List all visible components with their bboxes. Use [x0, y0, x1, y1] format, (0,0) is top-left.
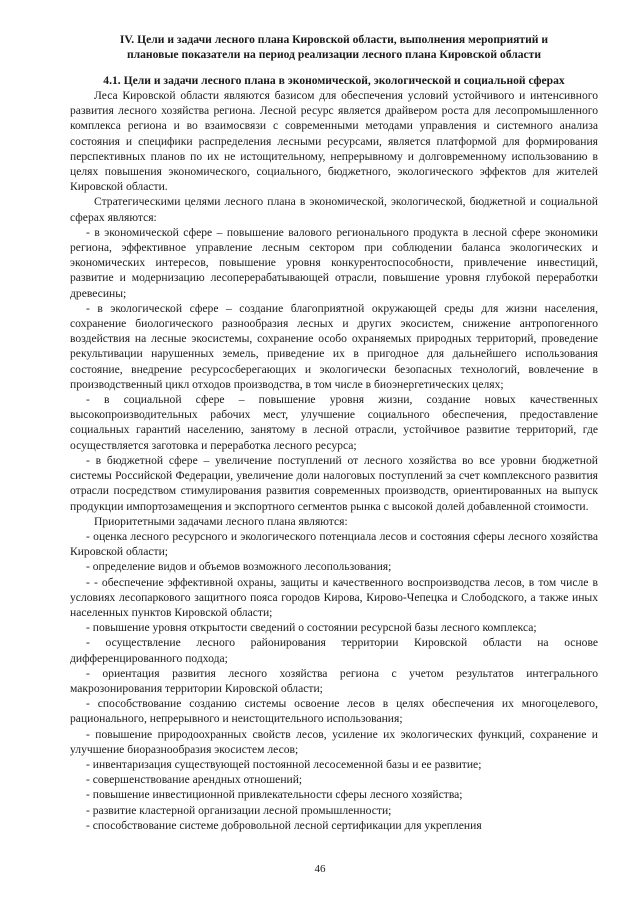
list-item: - развитие кластерной организации лесной промышленности; [86, 803, 392, 817]
paragraph: Стратегическими целями лесного плана в экономической, экологической, бюджетной и социальной сферах являются: [70, 195, 598, 224]
chapter-heading-line-2: плановые показатели на период реализации лесного плана Кировской области [126, 48, 542, 62]
paragraph: Приоритетными задачами лесного плана являются: [94, 514, 348, 528]
list-item: - повышение природоохранных свойств лесов, усиление их экологических функций, сохранение и улучшение биоразнообразия экосистем лесов; [70, 727, 598, 756]
list-item: - ориентация развития лесного хозяйства региона с учетом результатов интегрального макрозонирования территории Кировской области; [70, 666, 598, 695]
list-item: - повышение уровня открытости сведений о состоянии ресурсной базы лесного комплекса; [86, 621, 537, 635]
list-item: - инвентаризация существующей постоянной лесосеменной базы и ее развитие; [86, 757, 482, 771]
list-item: - способствование созданию системы освоение лесов в целях обеспечения их многоцелевого, рационального, непрерывного и неистощительного использования; [70, 697, 598, 726]
chapter-heading [70, 32, 598, 63]
chapter-heading-line-1: IV. Цели и задачи лесного плана Кировской области, выполнения мероприятий и [119, 33, 549, 46]
paragraph: Леса Кировской области являются базисом для обеспечения условий устойчивого и интенсивного развития лесного хозяйства региона. Лесной ресурс является драйвером роста для лесопромышленного комплекса региона и во взаимосвязи с современными методами управления и системного анализа состояния и специфики распределения лесными ресурсами, является платформой для формирования перспективных планов по их не истощительному, непрерывному и долговременному использованию в целях повышения экономического, социального, бюджетного, экологического эффектов для жителей Кировской области. [70, 89, 598, 194]
section-heading: 4.1. Цели и задачи лесного плана в экономической, экологической и социальной сферах [103, 73, 565, 87]
list-item: - в экологической сфере – создание благоприятной окружающей среды для жизни населения, сохранение биологического разнообразия лесных и других экосистем, снижение антропогенного воздействия на лесные экосистемы, сохранение особо охраняемых природных территорий, проведение рекультивации нарушенных земель, приведение их в пригодное для дальнейшего использования состояние, внедрение ресурсосберегающих и экологически безопасных технологий, вовлечение в производственный цикл отходов производства, в том числе в биоэнергетических целях; [70, 301, 598, 391]
page-number: 46 [314, 863, 326, 875]
list-item: - способствование системе добровольной лесной сертификации для укрепления [86, 818, 482, 832]
list-item: - определение видов и объемов возможного лесопользования; [86, 560, 392, 574]
list-item: - оценка лесного ресурсного и экологического потенциала лесов и состояния сферы лесного хозяйства Кировской области; [70, 529, 598, 559]
list-item: - - обеспечение эффективной охраны, защиты и качественного воспроизводства лесов, в том числе в условиях лесопаркового защитного пояса городов Кирова, Кирово-Чепецка и Слободского, а также иных населенных пунктов Кировской области; [70, 575, 598, 619]
list-item: - совершенствование арендных отношений; [86, 773, 303, 787]
list-item: - в социальной сфере – повышение уровня жизни, создание новых качественных высокопроизводительных рабочих мест, улучшение социального обеспечения, предоставление социальных гарантий населению, занятому в лесной отрасли, устойчивое развитие территорий, где осуществляется заготовка и переработка лесного ресурса; [70, 393, 598, 452]
list-item: - в бюджетной сфере – увеличение поступлений от лесного хозяйства во все уровни бюджетной системы Российской Федерации, увеличение доли налоговых поступлений за счет комплексного развития отрасли посредством стимулирования развития современных производств, ориентированных на выпуск продукции импортозамещения и экспортного сегментов рынка с высокой долей добавленной стоимости. [70, 453, 598, 513]
list-item: - осуществление лесного районирования территории Кировской области на основе дифференцированного подхода; [70, 636, 598, 665]
list-item: - повышение инвестиционной привлекательности сферы лесного хозяйства; [86, 788, 463, 802]
list-item: - в экономической сфере – повышение валового регионального продукта в лесной сфере экономики региона, эффективное управление лесным сектором при соблюдении баланса экологических и экономических интересов, повышение уровня конкурентоспособности, привлечение инвестиций, развитие и модернизацию лесоперерабатывающей отрасли, повышение уровня глубокой переработки древесины; [70, 225, 598, 300]
body-text [70, 88, 598, 833]
